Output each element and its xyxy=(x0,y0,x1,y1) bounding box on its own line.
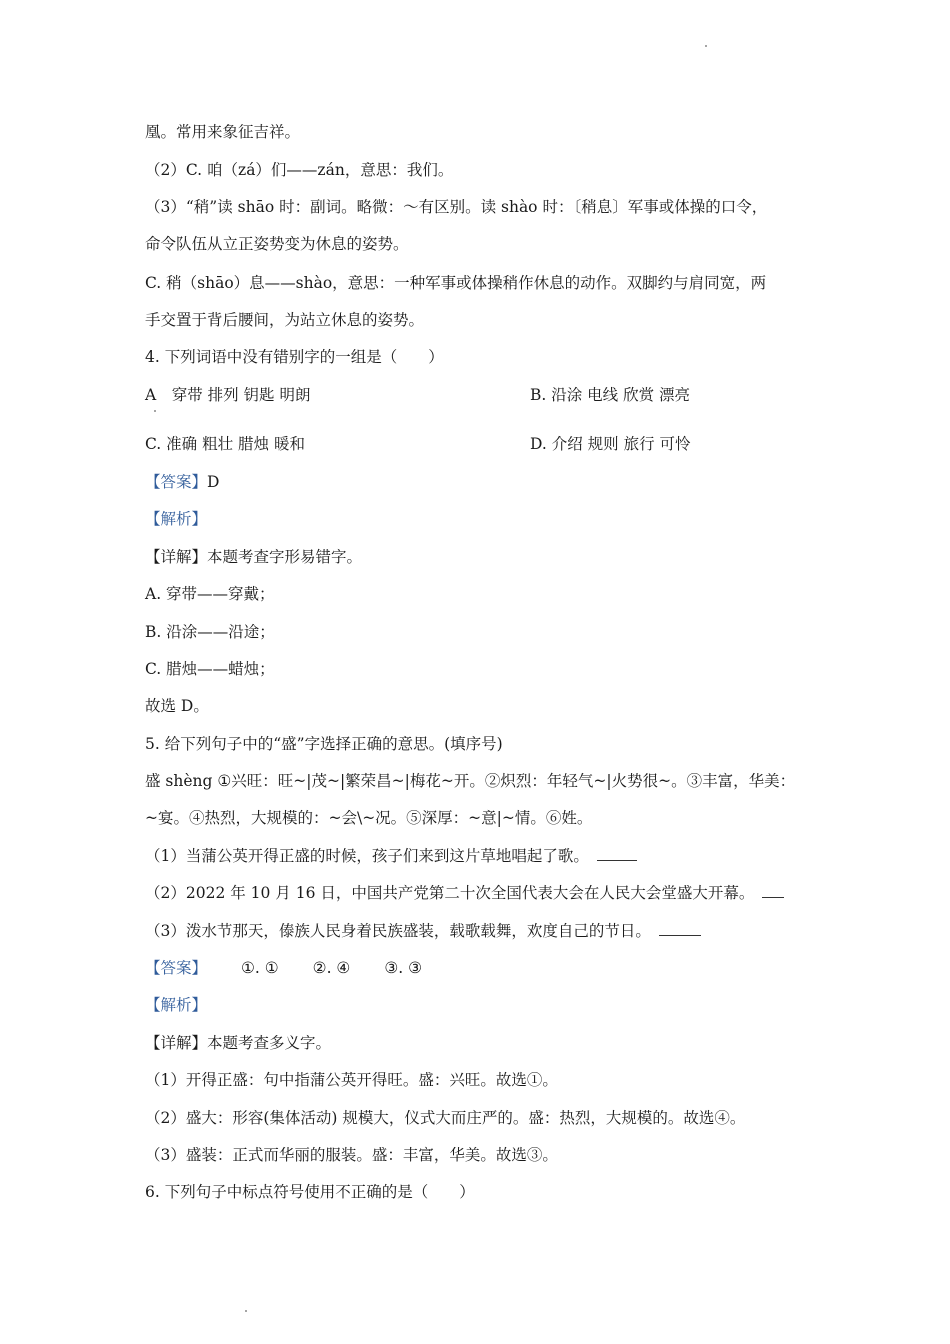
text-line: C. 稍（shāo）息——shào，意思：一种军事或体操稍作休息的动作。双脚约与肩同宽，两 xyxy=(145,274,767,292)
detail-text: 本题考查多义字。 xyxy=(207,1034,332,1052)
dot-mark xyxy=(245,1310,247,1312)
question-6-stem: 6. 下列句子中标点符号使用不正确的是（ ） xyxy=(145,1183,475,1201)
answer-line-5 xyxy=(145,957,815,979)
question-5-stem: 5. 给下列句子中的“盛”字选择正确的意思。(填序号) xyxy=(145,735,503,753)
text-line: （2）盛大：形容(集体活动) 规模大，仪式大而庄严的。盛：热烈，大规模的。故选④。 xyxy=(145,1109,746,1127)
text-line: A. 穿带——穿戴； xyxy=(145,585,275,603)
analysis-label: 【解析】 xyxy=(145,996,208,1014)
option-c: C. 准确 粗壮 腊烛 暖和 xyxy=(145,435,305,453)
answer-blank xyxy=(597,846,637,861)
text-line: 故选 D。 xyxy=(145,697,209,715)
detail-text: 本题考查字形易错字。 xyxy=(207,548,363,566)
analysis-label: 【解析】 xyxy=(145,510,208,528)
option-d: D. 介绍 规则 旅行 可怜 xyxy=(530,435,691,453)
sub-question-2 xyxy=(145,882,815,904)
text-line: B. 沿涂——沿途； xyxy=(145,623,275,641)
text-line: 命令队伍从立正姿势变为休息的姿势。 xyxy=(145,235,409,253)
sub-question-text: （2）2022 年 10 月 16 日，中国共产党第二十次全国代表大会在人民大会堂盛大开幕。 xyxy=(145,884,755,902)
answer-label: 【答案】 xyxy=(145,473,208,491)
answer-item: ①. ① xyxy=(241,959,279,977)
answer-line-4 xyxy=(145,471,815,493)
text-line: ~宴。④热烈，大规模的：~会\~况。⑤深厚：~意|~情。⑥姓。 xyxy=(145,809,593,827)
text-line: （2）C. 咱（zá）们——zán，意思：我们。 xyxy=(145,161,454,179)
answer-blank xyxy=(659,921,701,936)
option-b: B. 沿涂 电线 欣赏 漂亮 xyxy=(530,386,691,404)
answer-label: 【答案】 xyxy=(145,959,208,977)
text-line: 凰。常用来象征吉祥。 xyxy=(145,123,301,141)
sub-question-3 xyxy=(145,920,815,942)
text-line: （1）开得正盛：句中指蒲公英开得旺。盛：兴旺。故选①。 xyxy=(145,1071,558,1089)
answer-item: ③. ③ xyxy=(384,959,422,977)
text-line: 盛 shèng ①兴旺：旺~|茂~|繁荣昌~|梅花~开。②炽烈：年轻气~|火势很~。③丰富，华美： xyxy=(145,772,796,790)
question-4-stem: 4. 下列词语中没有错别字的一组是（ ） xyxy=(145,348,444,366)
dot-mark xyxy=(154,410,156,412)
text-line: （3）“稍”读 shāo 时：副词。略微：～有区别。读 shào 时：〔稍息〕军事或体操的口令， xyxy=(145,198,768,216)
text-line: 手交置于背后腰间，为站立休息的姿势。 xyxy=(145,311,425,329)
text-line: （3）盛装：正式而华丽的服装。盛：丰富，华美。故选③。 xyxy=(145,1146,558,1164)
dot-mark xyxy=(705,45,707,47)
detail-label: 【详解】 xyxy=(145,1034,208,1052)
text-line: C. 腊烛——蜡烛； xyxy=(145,660,275,678)
sub-question-text: （1）当蒲公英开得正盛的时候，孩子们来到这片草地唱起了歌。 xyxy=(145,847,589,865)
option-a: A 穿带 排列 钥匙 明朗 xyxy=(145,386,311,404)
answer-item: ②. ④ xyxy=(312,959,351,977)
answer-blank xyxy=(762,883,784,898)
detail-line-5 xyxy=(145,1032,815,1054)
detail-line-4 xyxy=(145,546,815,568)
sub-question-1 xyxy=(145,845,815,867)
sub-question-text: （3）泼水节那天，傣族人民身着民族盛装，载歌载舞，欢度自己的节日。 xyxy=(145,922,651,940)
answer-value: D xyxy=(207,473,220,491)
detail-label: 【详解】 xyxy=(145,548,208,566)
